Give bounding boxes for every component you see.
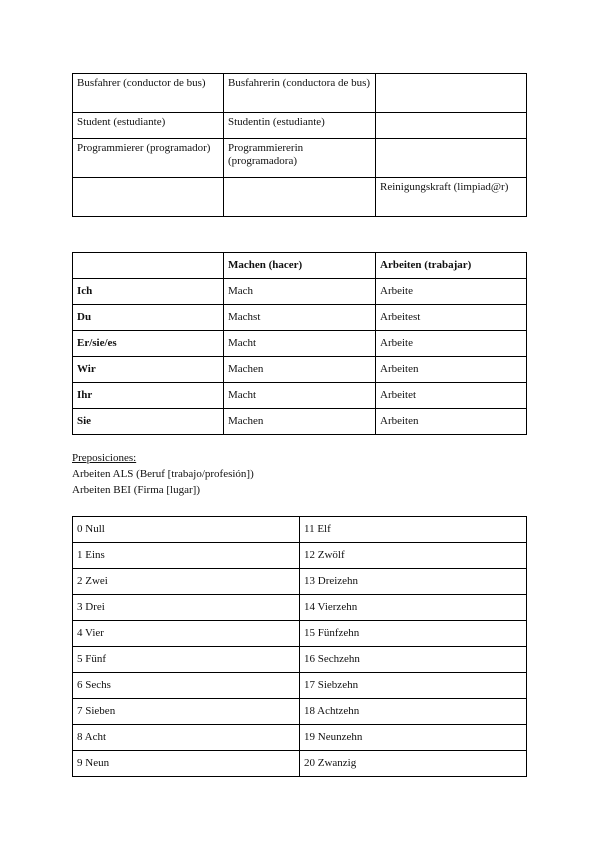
table-row	[73, 113, 527, 139]
table-cell: 12 Zwölf	[300, 543, 527, 569]
table-row	[73, 621, 527, 647]
table-header-cell: Arbeiten (trabajar)	[376, 253, 527, 279]
table-cell: 19 Neunzehn	[300, 725, 527, 751]
table-cell	[376, 74, 527, 113]
table-cell: Arbeitest	[376, 305, 527, 331]
table-cell	[376, 113, 527, 139]
table-cell: 3 Drei	[73, 595, 300, 621]
table-cell: Arbeiten	[376, 357, 527, 383]
table-row	[73, 409, 527, 435]
table-row	[73, 305, 527, 331]
table-cell: Arbeiten	[376, 409, 527, 435]
table-header-cell	[73, 253, 224, 279]
table-cell: 7 Sieben	[73, 699, 300, 725]
table-row	[73, 725, 527, 751]
table-row	[73, 357, 527, 383]
table-cell: Busfahrer (conductor de bus)	[73, 74, 224, 113]
table-cell: Programmiererin (programadora)	[224, 139, 376, 178]
professions-table	[72, 73, 527, 217]
table-cell: 0 Null	[73, 517, 300, 543]
table-cell: 1 Eins	[73, 543, 300, 569]
preposition-line: Arbeiten BEI (Firma [lugar])	[72, 484, 200, 496]
table-row	[73, 74, 527, 113]
table-cell	[376, 139, 527, 178]
table-row	[73, 178, 527, 217]
pronoun-cell: Er/sie/es	[73, 331, 224, 357]
table-cell: 4 Vier	[73, 621, 300, 647]
table-cell: Programmierer (programador)	[73, 139, 224, 178]
prepositions-heading: Preposiciones:	[72, 452, 137, 464]
pronoun-cell: Sie	[73, 409, 224, 435]
table-cell: Arbeite	[376, 279, 527, 305]
pronoun-cell: Wir	[73, 357, 224, 383]
prepositions-section	[72, 450, 254, 498]
table-row	[73, 383, 527, 409]
table-cell: 20 Zwanzig	[300, 751, 527, 777]
pronoun-cell: Du	[73, 305, 224, 331]
table-cell: 8 Acht	[73, 725, 300, 751]
pronoun-cell: Ihr	[73, 383, 224, 409]
table-cell: Arbeitet	[376, 383, 527, 409]
table-row	[73, 279, 527, 305]
table-cell: 9 Neun	[73, 751, 300, 777]
table-cell: 6 Sechs	[73, 673, 300, 699]
table-row	[73, 543, 527, 569]
table-cell	[73, 178, 224, 217]
preposition-line: Arbeiten ALS (Beruf [trabajo/profesión])	[72, 468, 254, 480]
table-row	[73, 569, 527, 595]
table-cell: 5 Fünf	[73, 647, 300, 673]
table-cell: 11 Elf	[300, 517, 527, 543]
table-cell	[224, 178, 376, 217]
table-row	[73, 699, 527, 725]
table-cell: 14 Vierzehn	[300, 595, 527, 621]
table-row	[73, 139, 527, 178]
table-row	[73, 647, 527, 673]
table-header-row	[73, 253, 527, 279]
table-row	[73, 331, 527, 357]
table-cell: Studentin (estudiante)	[224, 113, 376, 139]
table-header-cell: Machen (hacer)	[224, 253, 376, 279]
table-cell: Student (estudiante)	[73, 113, 224, 139]
table-cell: Machen	[224, 357, 376, 383]
table-cell: Macht	[224, 331, 376, 357]
table-cell: Arbeite	[376, 331, 527, 357]
table-row	[73, 751, 527, 777]
table-cell: 2 Zwei	[73, 569, 300, 595]
table-cell: Machen	[224, 409, 376, 435]
table-cell: Busfahrerin (conductora de bus)	[224, 74, 376, 113]
table-cell: Mach	[224, 279, 376, 305]
table-row	[73, 517, 527, 543]
table-cell: Machst	[224, 305, 376, 331]
table-cell: Reinigungskraft (limpiad@r)	[376, 178, 527, 217]
table-cell: 15 Fünfzehn	[300, 621, 527, 647]
table-cell: 17 Siebzehn	[300, 673, 527, 699]
table-cell: 18 Achtzehn	[300, 699, 527, 725]
table-cell: 16 Sechzehn	[300, 647, 527, 673]
table-cell: Macht	[224, 383, 376, 409]
table-row	[73, 595, 527, 621]
conjugation-table	[72, 252, 527, 435]
numbers-table	[72, 516, 527, 777]
table-row	[73, 673, 527, 699]
pronoun-cell: Ich	[73, 279, 224, 305]
table-cell: 13 Dreizehn	[300, 569, 527, 595]
